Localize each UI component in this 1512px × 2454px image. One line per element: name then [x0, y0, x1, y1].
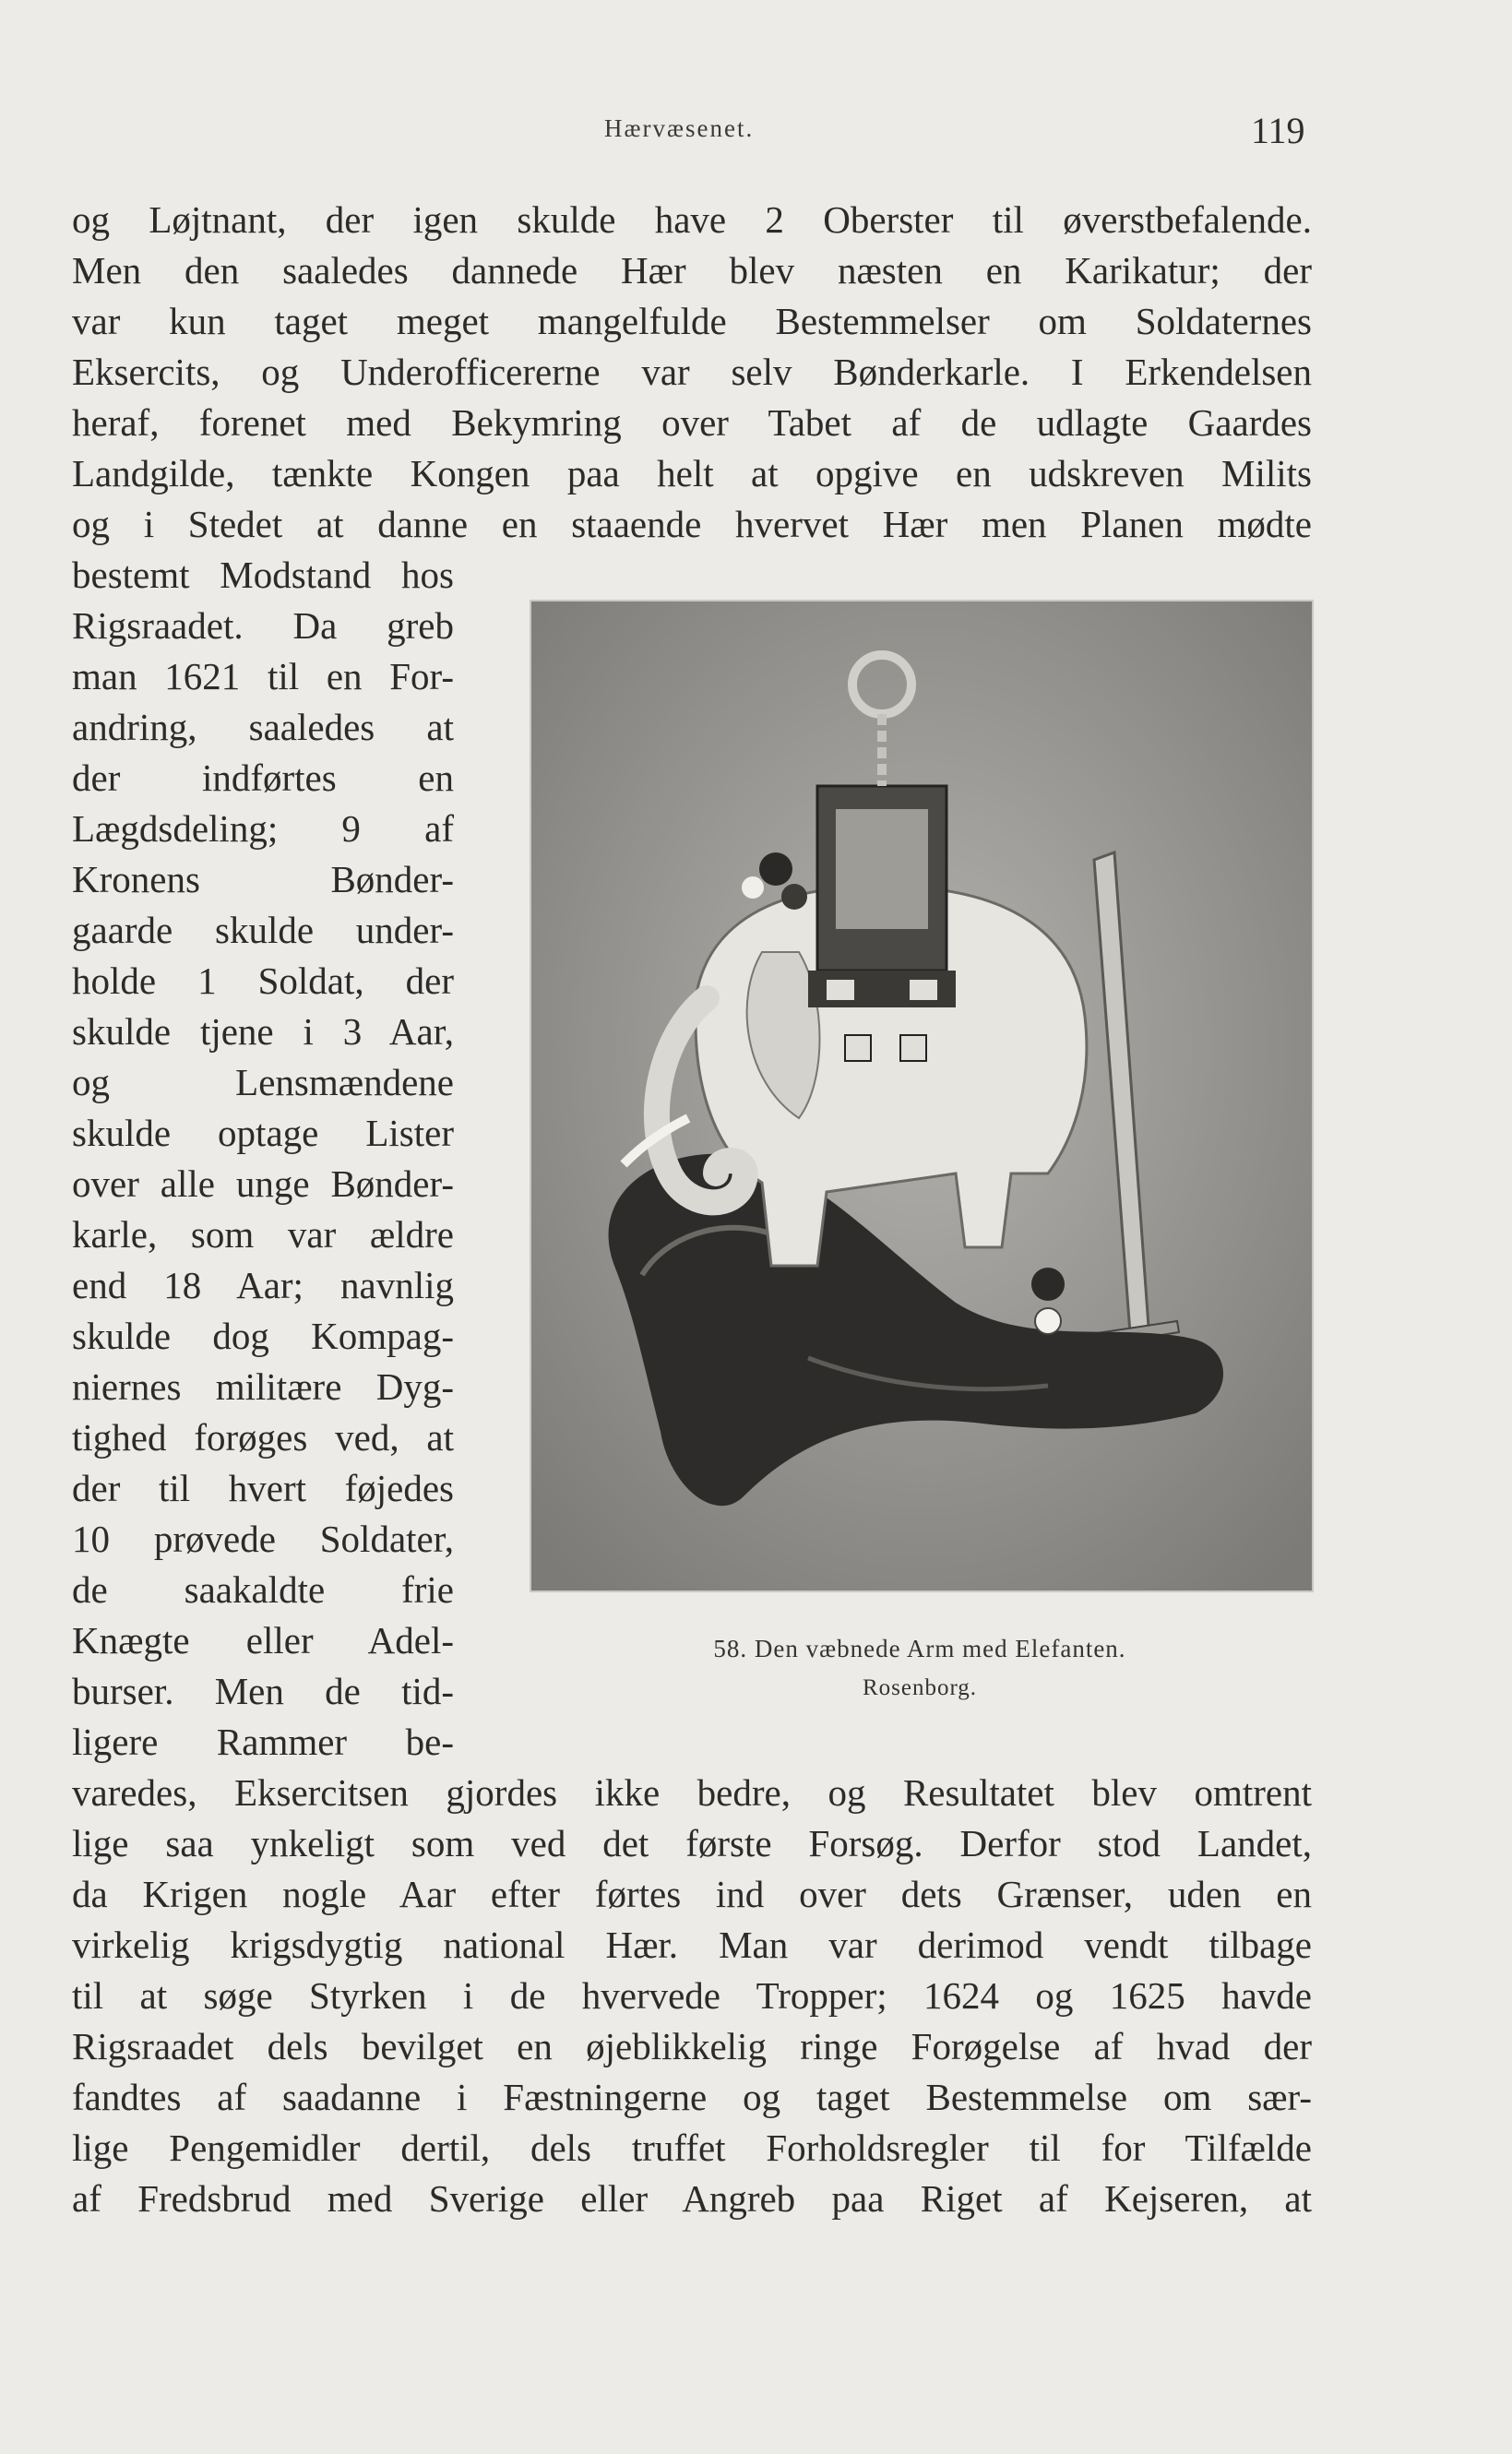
text-line: skulde tjene i 3 Aar,	[72, 1010, 454, 1053]
text-line: holde 1 Soldat, der	[72, 959, 454, 1002]
text-line: Lægdsdeling; 9 af	[72, 807, 454, 850]
text-line: Eksercits, og Underofficererne var selv Bønderkarle. I Erkendelsen	[72, 351, 1312, 393]
text-line: der til hvert føjedes	[72, 1467, 454, 1509]
text-line: Men den saaledes dannede Hær blev næsten en Karikatur; der	[72, 249, 1312, 292]
text-line: gaarde skulde under-	[72, 909, 454, 951]
text-line: skulde dog Kompag-	[72, 1315, 454, 1357]
text-line: Knægte eller Adel-	[72, 1619, 454, 1662]
text-line: heraf, forenet med Bekymring over Tabet af de udlagte Gaardes	[72, 401, 1312, 444]
text-line: lige Pengemidler dertil, dels truffet Forholdsregler til for Tilfælde	[72, 2126, 1312, 2169]
text-line: lige saa ynkeligt som ved det første Forsøg. Derfor stod Landet,	[72, 1822, 1312, 1864]
text-line: de saakaldte frie	[72, 1568, 454, 1611]
text-line: virkelig krigsdygtig national Hær. Man var derimod vendt tilbage	[72, 1924, 1312, 1966]
text-line: Rigsraadet dels bevilget en øjeblikkelig ringe Forøgelse af hvad der	[72, 2025, 1312, 2067]
text-line: niernes militære Dyg-	[72, 1365, 454, 1408]
text-line: og Lensmændene	[72, 1061, 454, 1103]
figure-photo	[530, 600, 1314, 1592]
text-line: Landgilde, tænkte Kongen paa helt at opgive en udskreven Milits	[72, 452, 1312, 494]
elephant-jewel-illustration	[531, 602, 1312, 1590]
text-line: var kun taget meget mangelfulde Bestemmelser om Soldaternes	[72, 300, 1312, 342]
text-line: af Fredsbrud med Sverige eller Angreb paa Riget af Kejseren, at	[72, 2177, 1312, 2220]
text-line: man 1621 til en For-	[72, 655, 454, 697]
text-line: der indførtes en	[72, 756, 454, 799]
text-line: 10 prøvede Soldater,	[72, 1518, 454, 1560]
text-line: varedes, Eksercitsen gjordes ikke bedre, og Resultatet blev omtrent	[72, 1771, 1312, 1814]
text-line: skulde optage Lister	[72, 1112, 454, 1154]
page-number: 119	[1251, 110, 1305, 151]
running-title: Hærvæsenet.	[604, 114, 755, 142]
text-line: Rigsraadet. Da greb	[72, 604, 454, 647]
text-line: bestemt Modstand hos	[72, 554, 454, 596]
running-head	[0, 109, 1512, 151]
text-line: fandtes af saadanne i Fæstningerne og taget Bestemmelse om sær-	[72, 2076, 1312, 2118]
text-line: ligere Rammer be-	[72, 1721, 454, 1763]
text-line: end 18 Aar; navnlig	[72, 1264, 454, 1306]
text-line: og i Stedet at danne en staaende hvervet Hær men Planen mødte	[72, 503, 1312, 545]
text-line: tighed forøges ved, at	[72, 1416, 454, 1459]
text-line: og Løjtnant, der igen skulde have 2 Oberster til øverstbefalende.	[72, 198, 1312, 241]
text-line: Kronens Bønder-	[72, 858, 454, 900]
figure-caption-source: Rosenborg.	[862, 1675, 978, 1700]
text-line: karle, som var ældre	[72, 1213, 454, 1256]
text-line: til at søge Styrken i de hvervede Tropper; 1624 og 1625 havde	[72, 1974, 1312, 2017]
text-line: over alle unge Bønder-	[72, 1162, 454, 1205]
text-line: andring, saaledes at	[72, 706, 454, 748]
figure-caption: 58. Den væbnede Arm med Elefanten.	[713, 1635, 1126, 1662]
text-line: da Krigen nogle Aar efter førtes ind over dets Grænser, uden en	[72, 1873, 1312, 1915]
text-line: burser. Men de tid-	[72, 1670, 454, 1712]
